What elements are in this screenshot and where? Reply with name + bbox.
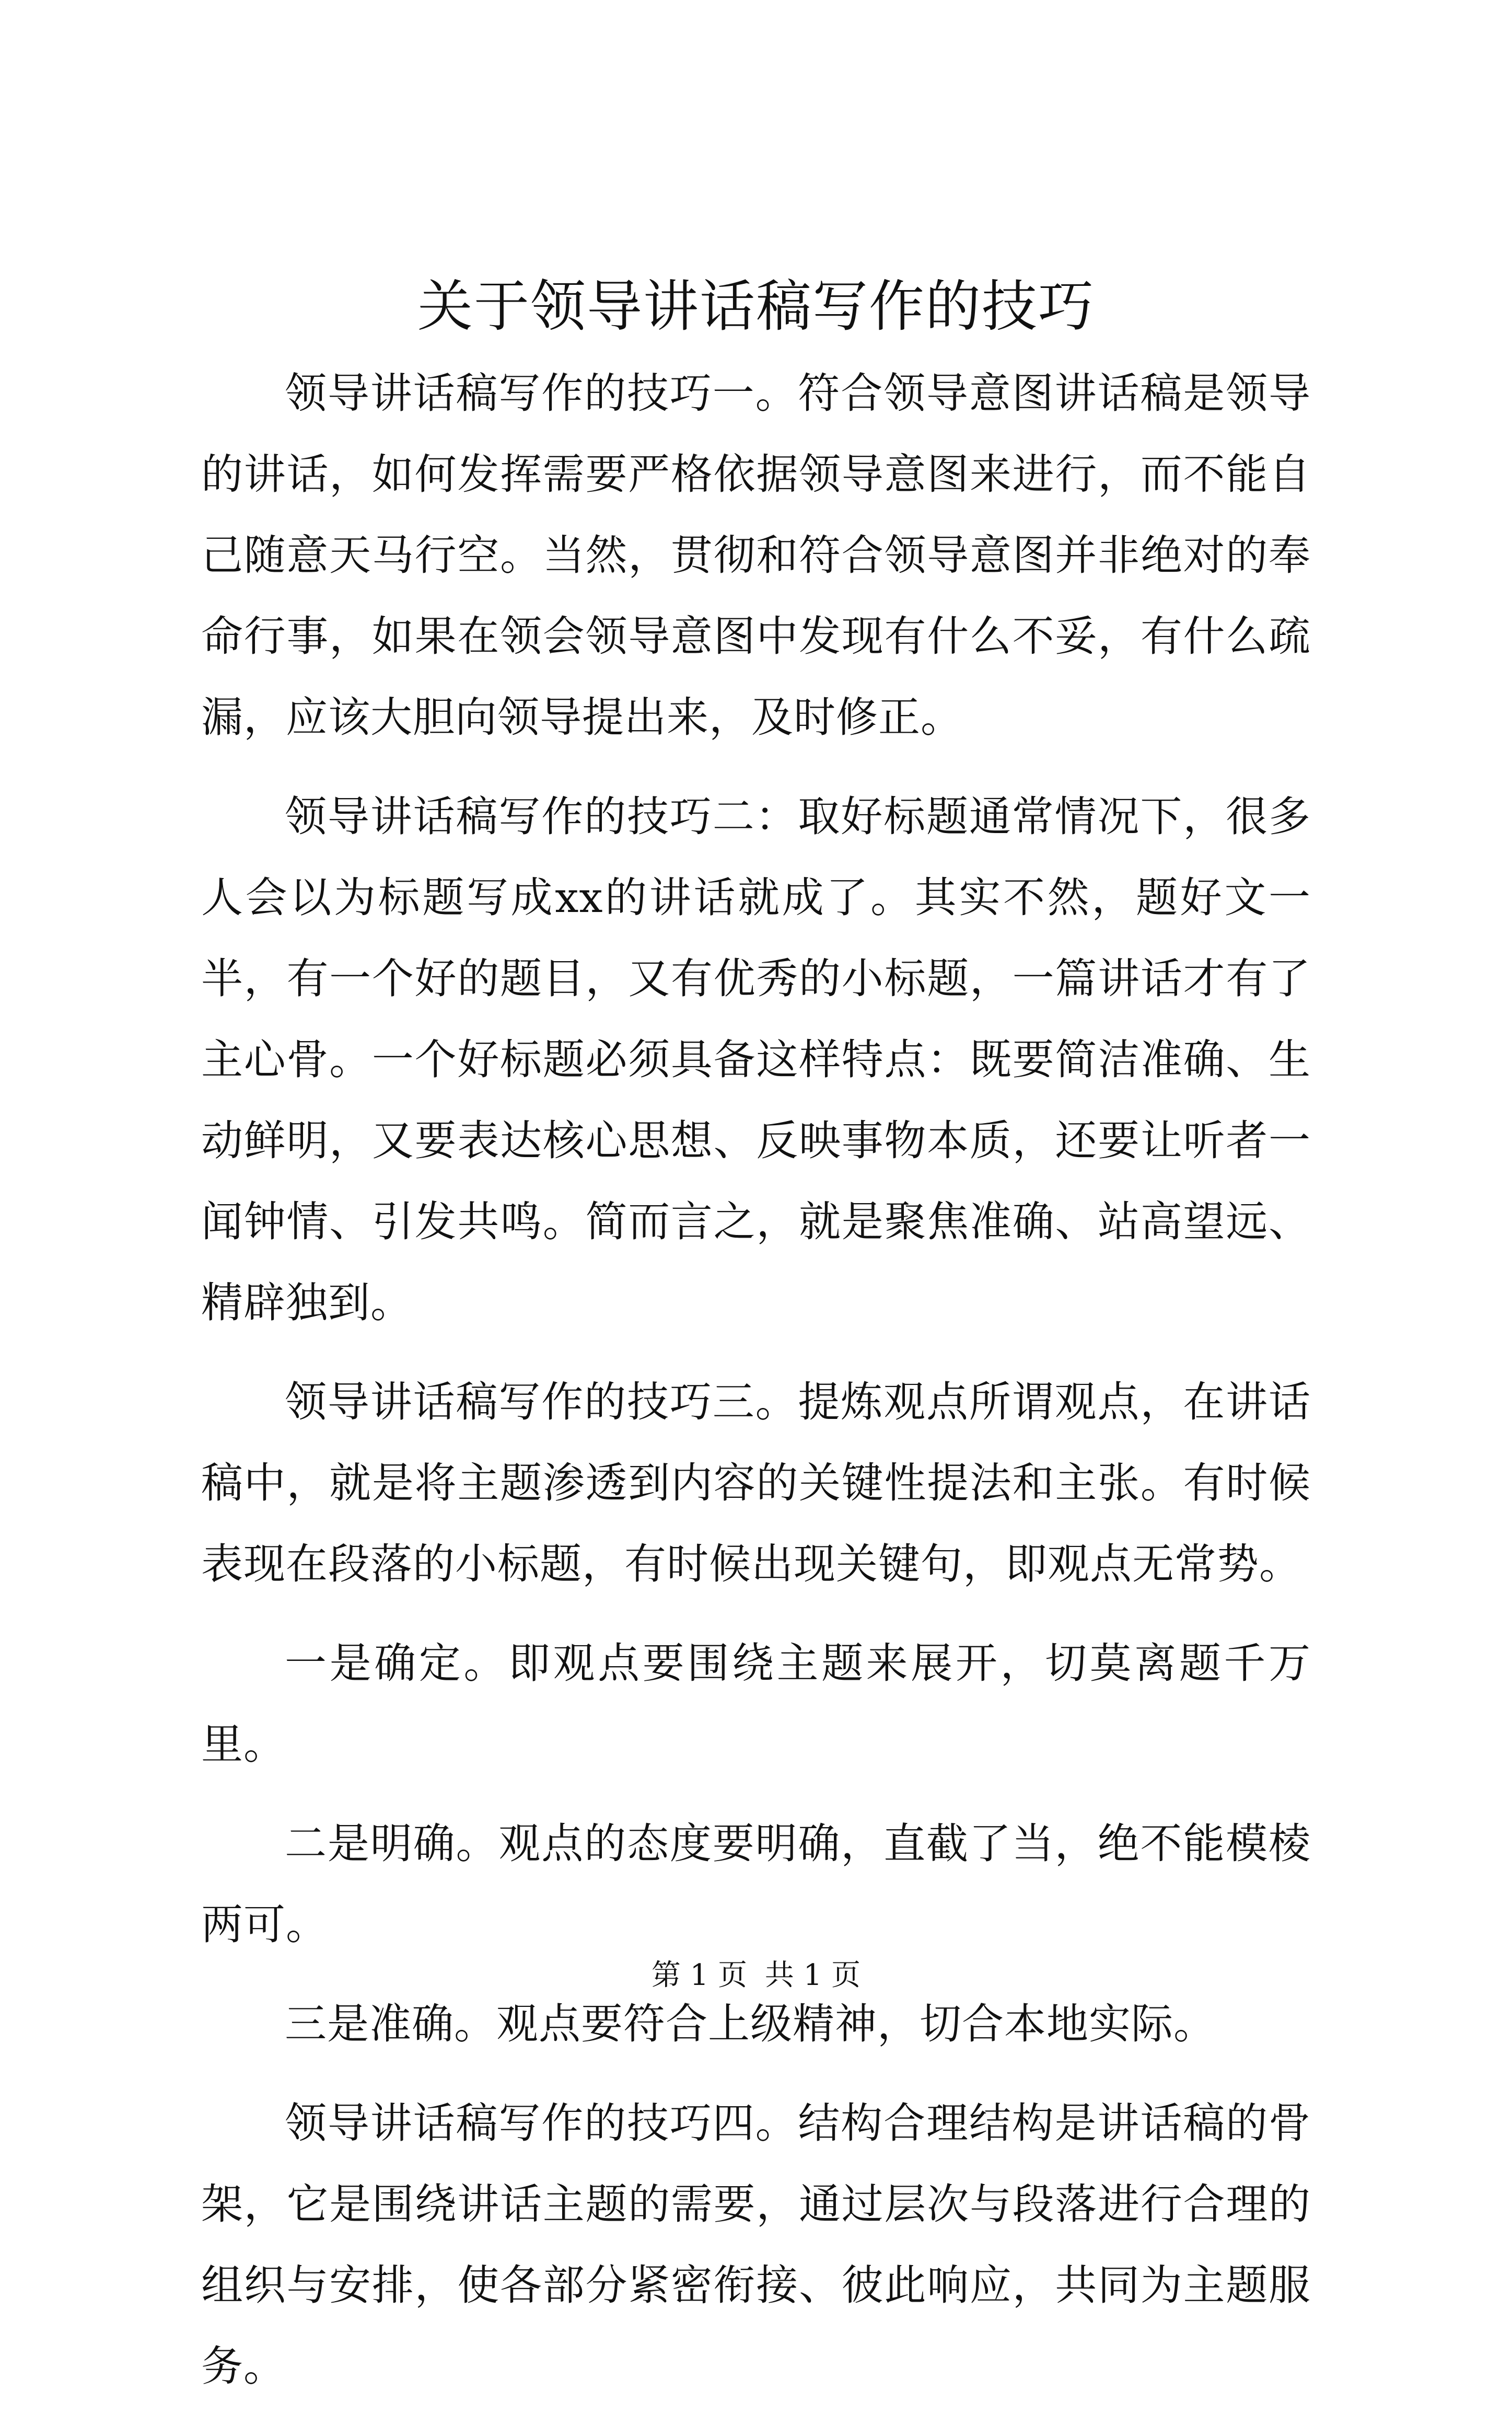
document-title: 关于领导讲话稿写作的技巧 bbox=[417, 274, 1095, 339]
paragraph-5: 二是明确。观点的态度要明确，直截了当，绝不能模棱两可。 bbox=[201, 1819, 1311, 1949]
paragraph-7: 领导讲话稿写作的技巧四。结构合理结构是讲话稿的骨架，它是围绕讲话主题的需要，通过层次与段落进行合理的组织与安排，使各部分紧密衔接、彼此响应，共同为主题服务。 bbox=[201, 2099, 1311, 2391]
paragraph-1: 领导讲话稿写作的技巧一。符合领导意图讲话稿是领导的讲话，如何发挥需要严格依据领导意图来进行，而不能自己随意天马行空。当然，贯彻和符合领导意图并非绝对的奉命行事，如果在领会领导意图中发现有什么不妥，有什么疏漏，应该大胆向领导提出来，及时修正。 bbox=[201, 369, 1311, 742]
paragraph-3: 领导讲话稿写作的技巧三。提炼观点所谓观点，在讲话稿中，就是将主题渗透到内容的关键性提法和主张。有时候表现在段落的小标题，有时候出现关键句，即观点无常势。 bbox=[201, 1378, 1311, 1588]
paragraph-2: 领导讲话稿写作的技巧二：取好标题通常情况下，很多人会以为标题写成xx的讲话就成了。其实不然，题好文一半，有一个好的题目，又有优秀的小标题，一篇讲话才有了主心骨。一个好标题必须具备这样特点：既要简洁准确、生动鲜明，又要表达核心思想、反映事物本质，还要让听者一闻钟情、引发共鸣。简而言之，就是聚焦准确、站高望远、精辟独到。 bbox=[201, 792, 1311, 1327]
paragraph-6: 三是准确。观点要符合上级精神，切合本地实际。 bbox=[285, 2000, 1216, 2048]
page-footer bbox=[0, 1955, 1512, 1996]
document-body bbox=[201, 353, 1311, 2425]
paragraph-4: 一是确定。即观点要围绕主题来展开，切莫离题千万里。 bbox=[201, 1639, 1311, 1769]
page-number-current: 第 1 页 bbox=[651, 1958, 748, 1992]
page-number-total: 共 1 页 bbox=[764, 1958, 861, 1992]
